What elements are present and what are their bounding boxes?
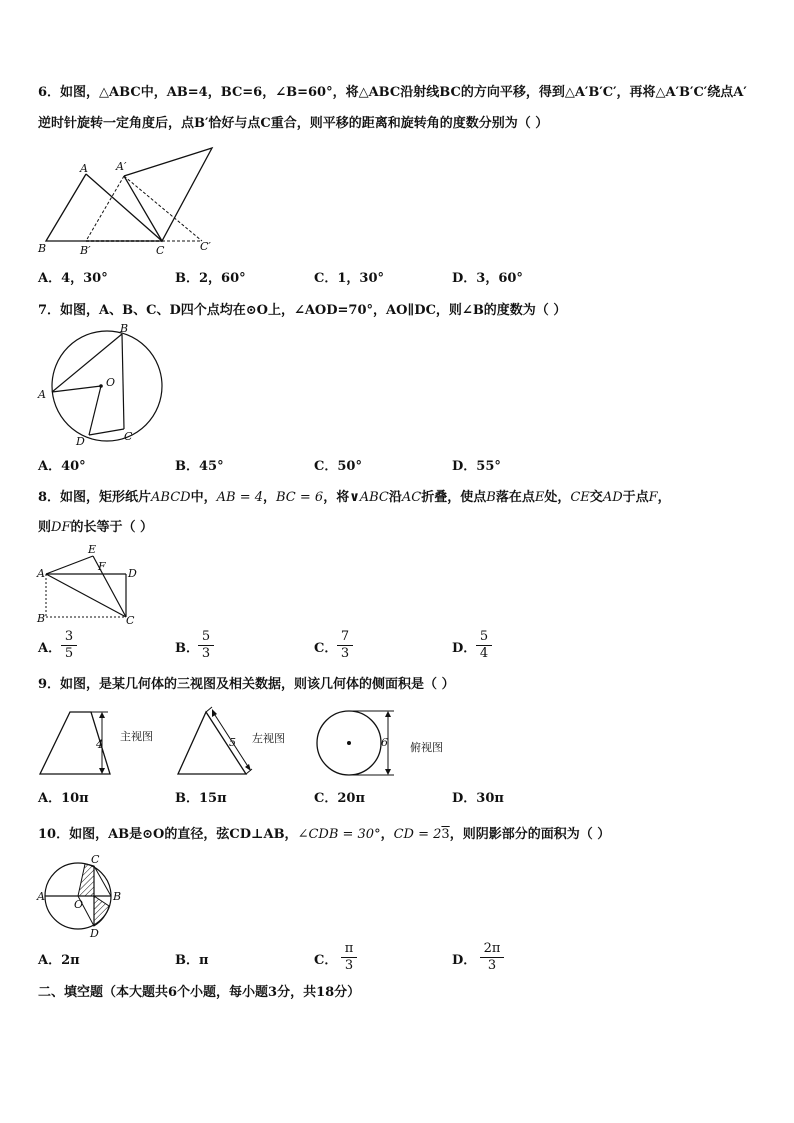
q9-top-dim: 6 xyxy=(381,736,388,749)
q6-option-d[interactable]: D．3，60° xyxy=(452,271,523,286)
q8-label-c: C xyxy=(126,614,135,627)
q6-ab1-dashed xyxy=(86,176,124,241)
q7-label-a: A xyxy=(38,388,46,401)
q9-front-view xyxy=(36,704,176,784)
q8-label-a: A xyxy=(37,567,45,580)
q7-stem: 7．如图，A、B、C、D四个点均在⊙O上，∠AOD=70°，AO∥DC，则∠B的度数为（ ） xyxy=(38,303,567,318)
q6-label-a: A xyxy=(80,162,88,175)
q7-center-dot xyxy=(99,384,103,388)
q6-a1c1-dashed xyxy=(124,176,202,241)
q9-stem: 9．如图，是某几何体的三视图及相关数据，则该几何体的侧面积是（ ） xyxy=(38,677,455,692)
q6-label-c: C xyxy=(156,244,165,257)
q6-figure xyxy=(36,144,226,256)
q8-ae xyxy=(46,556,93,574)
q6-stem-line1: 6．如图，△ABC中，AB=4，BC=6，∠B=60°，将△ABC沿射线BC的方向平移，得到△A′B′C′，再将△A′B′C′绕点A′ xyxy=(38,85,747,100)
q8-label-f: F xyxy=(98,560,106,573)
q8-stem-line1: 8．如图，矩形纸片ABCD中，AB = 4，BC = 6，将∨ABC沿AC折叠，使点B落在点E处，CE交AD于点F， xyxy=(38,490,671,505)
q7-option-a[interactable]: A．40° xyxy=(38,459,86,474)
q6-label-c1: C′ xyxy=(200,240,211,253)
q10-shade-lower xyxy=(94,896,109,926)
q6-label-b: B xyxy=(38,242,47,255)
q6-label-a1: A′ xyxy=(116,160,127,173)
q10-label-a: A xyxy=(37,890,45,903)
q7-label-d: D xyxy=(76,435,85,448)
q7-option-c[interactable]: C．50° xyxy=(314,459,362,474)
q6-option-c[interactable]: C．1，30° xyxy=(314,271,384,286)
q10-cb xyxy=(94,866,111,896)
q9-front-dim: 4 xyxy=(96,738,103,751)
q7-od xyxy=(89,386,101,435)
q6-option-a[interactable]: A．4，30° xyxy=(38,271,108,286)
q6-label-b1: B′ xyxy=(80,244,91,257)
q6-triangle-rotated xyxy=(124,148,212,241)
q6-option-b[interactable]: B．2，60° xyxy=(175,271,246,286)
q10-option-b[interactable]: B．π xyxy=(175,953,209,968)
q9-top-view xyxy=(314,704,474,784)
q10-label-d: D xyxy=(90,927,99,940)
q7-label-o: O xyxy=(106,376,116,389)
q10-label-c: C xyxy=(91,853,100,866)
q10-label-o: O xyxy=(74,898,84,911)
q10-label-b: B xyxy=(113,890,122,903)
q7-ao xyxy=(52,386,101,392)
q9-left-view xyxy=(176,704,316,784)
q8-label-d: D xyxy=(128,567,137,580)
q8-label-b: B xyxy=(37,612,46,625)
q9-left-dim: 5 xyxy=(229,736,236,749)
q10-option-a[interactable]: A．2π xyxy=(38,953,80,968)
q9-top-label: 俯视图 xyxy=(410,741,443,754)
q9-option-a[interactable]: A．10π xyxy=(38,791,89,806)
sqrt-radicand: 3 xyxy=(441,827,450,842)
q10-stem: 10．如图，AB是⊙O的直径，弦CD⊥AB，∠CDB = 30°，CD = 23，则阴影部分的面积为（ ） xyxy=(38,827,611,842)
q9-option-d[interactable]: D．30π xyxy=(452,791,504,806)
q7-label-b: B xyxy=(120,322,129,335)
q8-label-e: E xyxy=(88,543,97,556)
q7-option-d[interactable]: D．55° xyxy=(452,459,501,474)
q10-shade-upper xyxy=(78,864,94,896)
q7-figure xyxy=(36,322,166,450)
q9-left-label: 左视图 xyxy=(252,732,285,745)
q8-figure xyxy=(36,542,146,626)
q8-stem-line2: 则DF的长等于（ ） xyxy=(38,520,153,535)
q7-label-c: C xyxy=(124,430,133,443)
section-heading: 二、填空题（本大题共6个小题，每小题3分，共18分） xyxy=(38,985,361,1000)
q7-bc xyxy=(122,334,124,429)
q9-option-b[interactable]: B．15π xyxy=(175,791,227,806)
q9-front-label: 主视图 xyxy=(120,730,153,743)
q9-option-c[interactable]: C．20π xyxy=(314,791,365,806)
q10-figure xyxy=(36,854,136,940)
q6-triangle-abc xyxy=(46,174,162,241)
q7-dc xyxy=(89,429,124,435)
q6-stem-line2: 逆时针旋转一定角度后，点B′恰好与点C重合，则平移的距离和旋转角的度数分别为（ ） xyxy=(38,116,549,131)
q7-option-b[interactable]: B．45° xyxy=(175,459,224,474)
